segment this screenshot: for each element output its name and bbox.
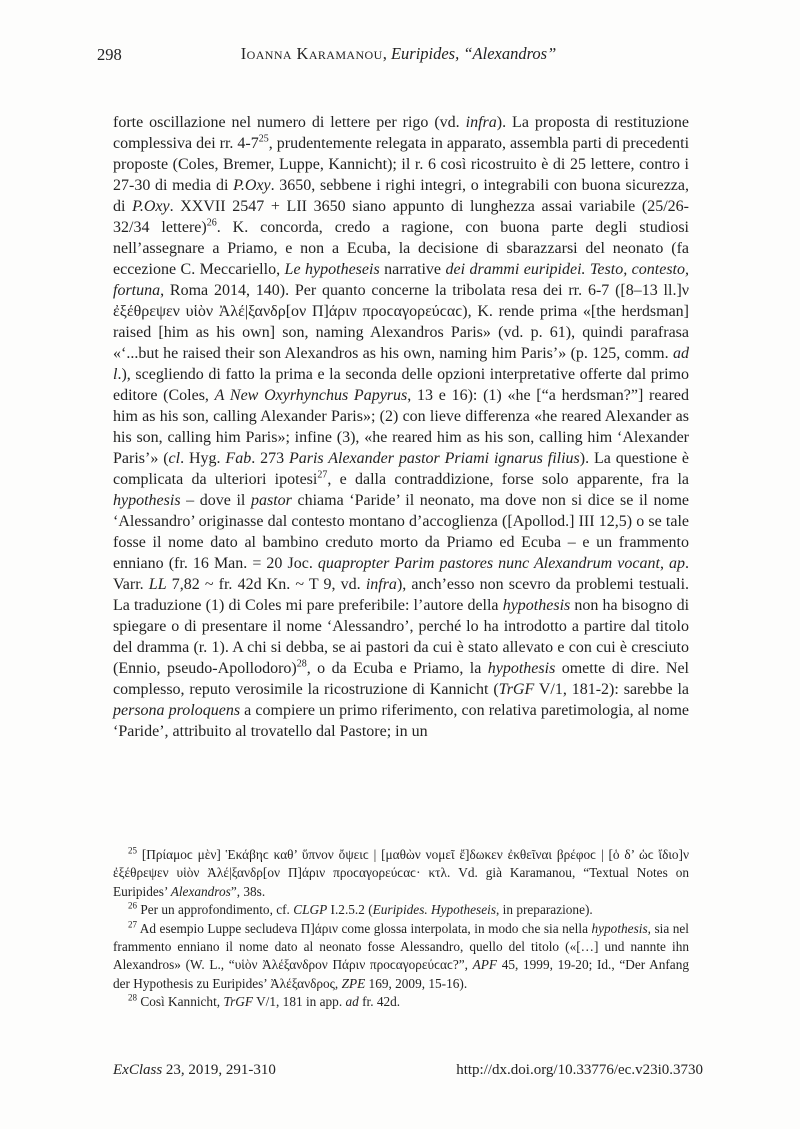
text-segment: pastor xyxy=(250,492,292,509)
text-segment: 7,82 ~ fr. 42d Kn. ~ T 9, vd. xyxy=(166,576,366,593)
text-segment: Le hypotheseis xyxy=(284,261,380,278)
text-segment: LL xyxy=(148,576,167,593)
text-segment: , xyxy=(659,555,670,572)
text-segment: . Varr. xyxy=(113,555,690,593)
text-segment: P.Oxy xyxy=(132,198,170,215)
text-segment: , Roma 2014, 140). Per quanto concerne la tribolata resa dei rr. 6-7 ([8–13 ll.]ν ἐξέθρεψεν υἱὸν Ἀλέ|ξανδρ[ον Π]άριν προϲαγορεύϲαϲ), K. rende prima «[the herdsman] raised [him as his own] son, naming Alexandros Paris» (vd. p. 61), quindi parafrasa «‘...but he raised their son Alexandros as his own, naming him Paris’» (p. 125, comm. xyxy=(113,282,689,362)
footnote-ref: 28 xyxy=(296,658,307,670)
text-segment: . Hyg. xyxy=(180,450,226,467)
text-segment: A New Oxyrhynchus Papyrus xyxy=(214,387,408,404)
text-segment: ). La questione è complicata da ulteriori ipotesi xyxy=(113,450,690,488)
body-paragraph xyxy=(113,112,689,742)
text-segment: quapropter Parim pastores nunc Alexandrum vocant xyxy=(317,555,660,572)
text-segment: hypothesis xyxy=(502,597,571,614)
text-segment: persona proloquens xyxy=(113,702,241,719)
footnote-ref: 26 xyxy=(206,217,217,229)
footnote-ref: 25 xyxy=(258,133,269,145)
text-segment: Paris Alexander pastor Priami ignarus filius xyxy=(288,450,580,467)
footnote-27 xyxy=(113,920,689,994)
text-segment: hypothesis xyxy=(487,660,556,677)
text-segment: Fab xyxy=(225,450,252,467)
text-segment: , sia nel frammento enniano il nome dato al neonato fosse Alessandro, quello del titolo («[…] und nannte ihn Alexandros» (W. L., “υἱὸν Ἀλέξανδρον Πάριν προϲαγορεύϲαϲ?”, xyxy=(113,920,689,973)
journal-citation-rest: 23, 2019, 291-310 xyxy=(162,1062,276,1078)
footnote-number: 28 xyxy=(128,992,137,1003)
text-segment: [Πρίαμοϲ μὲν] Ἑκάβηϲ καθ’ ὕπνον ὄψειϲ | [μαθὼν νομεῖ ἔ]δωκεν ἐκθεῖναι βρέφοϲ | [ὁ δ’ ὡϲ ἴδιο]ν ἐξέθρεψεν υἱὸν Ἀλέ|ξανδρ[ον Π]άριν προϲαγορεύϲαϲ· κτλ. Vd. già Karamanou, “Textual Notes on Euripides’ xyxy=(113,847,690,899)
text-segment: , prudentemente relegata in apparato, assembla parti di precedenti proposte (Coles, Bremer, Luppe, Kannicht); il r. 6 così ricostruito è di 25 lettere, contro i 27-30 di media di xyxy=(113,135,690,194)
text-segment: infra xyxy=(365,576,397,593)
text-segment: TrGF xyxy=(223,994,253,1010)
text-segment: ad xyxy=(345,994,359,1010)
running-head-separator: , xyxy=(382,44,391,63)
footnote-ref: 27 xyxy=(317,469,328,481)
footnote-number: 26 xyxy=(128,900,137,911)
text-segment: . K. concorda, credo a ragione, con buona parte degli studiosi nell’assegnare a Priamo, e non a Ecuba, la decisione di sbarazzarsi del neonato (fa eccezione C. Meccariello, xyxy=(113,219,689,278)
text-segment: ad l xyxy=(113,345,689,383)
footnote-26 xyxy=(113,901,689,919)
text-segment: 45, 1999, 19-20; Id., “Der Anfang der Hypothesis zu Euripides’ Ἀλέξανδρος, xyxy=(113,957,689,991)
text-segment: chiama ‘Paride’ il neonato, ma dove non si dice se il nome ‘Alessandro’ originasse dal contesto montano d’accoglienza ([Apollod.] III 12,5) o se tale fosse il nome dato al bambino creduto morto da Priamo ed Ecuba – e un frammento enniano (fr. 16 Man. = 20 Joc. xyxy=(113,492,690,572)
text-segment: V/1, 181-2): sarebbe la xyxy=(534,681,690,698)
text-segment: ZPE xyxy=(341,975,366,991)
footnote-25 xyxy=(113,846,689,901)
text-segment: omette di dire. Nel complesso, reputo verosimile la ricostruzione di Kannicht ( xyxy=(113,660,689,698)
page-number: 298 xyxy=(97,45,122,64)
running-head xyxy=(97,44,700,66)
text-segment: ”, 38s. xyxy=(230,883,266,899)
text-segment: ap xyxy=(669,555,686,572)
text-segment: fr. 42d. xyxy=(358,994,401,1010)
text-segment: I.2.5.2 ( xyxy=(327,902,373,918)
footnote-28 xyxy=(113,993,689,1011)
page-footer xyxy=(113,1062,703,1079)
text-segment: Così Kannicht, xyxy=(140,994,224,1010)
text-segment: non ha bisogno di spiegare o di presentare il nome ‘Alessandro’, perché lo ha introdotto a partire dal titolo del dramma (r. 1). A chi si debba, se ai pastori da cui è stato allevato e con cui è cresciuto (Ennio, pseudo-Apollodoro) xyxy=(113,597,690,677)
text-segment: ). La proposta di restituzione complessiva dei rr. 4-7 xyxy=(113,114,690,152)
footnote-number: 25 xyxy=(128,845,137,856)
text-segment: V/1, 181 in app. xyxy=(253,994,346,1010)
text-segment: TrGF xyxy=(498,681,535,698)
text-segment: .), scegliendo di fatto la prima e la seconda delle opzioni interpretative offerte dal primo editore (Coles, xyxy=(113,366,689,404)
text-segment: hypothesis xyxy=(113,492,181,509)
text-segment: APF xyxy=(472,957,498,973)
text-segment: infra xyxy=(465,114,497,131)
text-segment: . XXVII 2547 + LII 3650 siano appunto di lunghezza assai variabile (25/26-32/34 lettere) xyxy=(113,198,690,236)
text-segment: Ad esempio Luppe secludeva Π]άριν come glossa interpolata, in modo che sia nella xyxy=(139,920,592,936)
text-segment: Euripides. Hypotheseis xyxy=(372,902,497,918)
text-segment: , 13 e 16): (1) «he [“a herdsman?”] reared him as his son, calling Alexander Paris»; (2) con lieve differenza «he reared Alexander as his son, calling him Paris»; infine (3), «he reared him as his son, calling him ‘Alexander Paris’» ( xyxy=(113,387,689,467)
text-segment: , o da Ecuba e Priamo, la xyxy=(306,660,488,677)
text-segment: ), anch’esso non scevro da problemi testuali. La traduzione (1) di Coles mi pare preferibile: l’autore della xyxy=(113,576,690,614)
doi-text: http://dx.doi.org/10.33776/ec.v23i0.3730 xyxy=(456,1062,703,1078)
text-segment: – dove il xyxy=(180,492,251,509)
running-head-author: Ioanna Karamanou xyxy=(240,44,383,63)
text-segment: P.Oxy xyxy=(233,177,271,194)
text-segment: 169, 2009, 15-16). xyxy=(365,975,468,991)
running-head-title xyxy=(97,44,700,64)
text-segment: a compiere un primo riferimento, con relativa paretimologia, al nome ‘Paride’, attribuito al trovatello dal Pastore; in un xyxy=(113,702,689,740)
text-segment: , in preparazione). xyxy=(496,902,593,918)
text-segment: , e dalla contraddizione, forse solo apparente, fra la xyxy=(327,471,689,488)
running-head-work: Euripides, “Alexandros” xyxy=(390,44,557,63)
text-segment: CLGP xyxy=(293,902,328,918)
journal-name: ExClass xyxy=(113,1062,163,1078)
footnotes-section xyxy=(113,846,689,1012)
text-segment: . 273 xyxy=(251,450,289,467)
text-segment: narrative xyxy=(379,261,446,278)
text-segment: Per un approfondimento, cf. xyxy=(140,902,294,918)
text-segment: dei drammi euripidei. Testo, contesto, fortuna xyxy=(113,261,689,299)
text-segment: Alexandros xyxy=(170,883,231,899)
footnote-number: 27 xyxy=(128,919,137,930)
text-segment: hypothesis xyxy=(591,920,648,936)
journal-citation xyxy=(113,1062,276,1079)
text-segment: forte oscillazione nel numero di lettere per rigo (vd. xyxy=(113,114,466,131)
text-segment: . 3650, sebbene i righi integri, o integrabili con buona sicurezza, di xyxy=(113,177,689,215)
text-segment: cl xyxy=(168,450,181,467)
